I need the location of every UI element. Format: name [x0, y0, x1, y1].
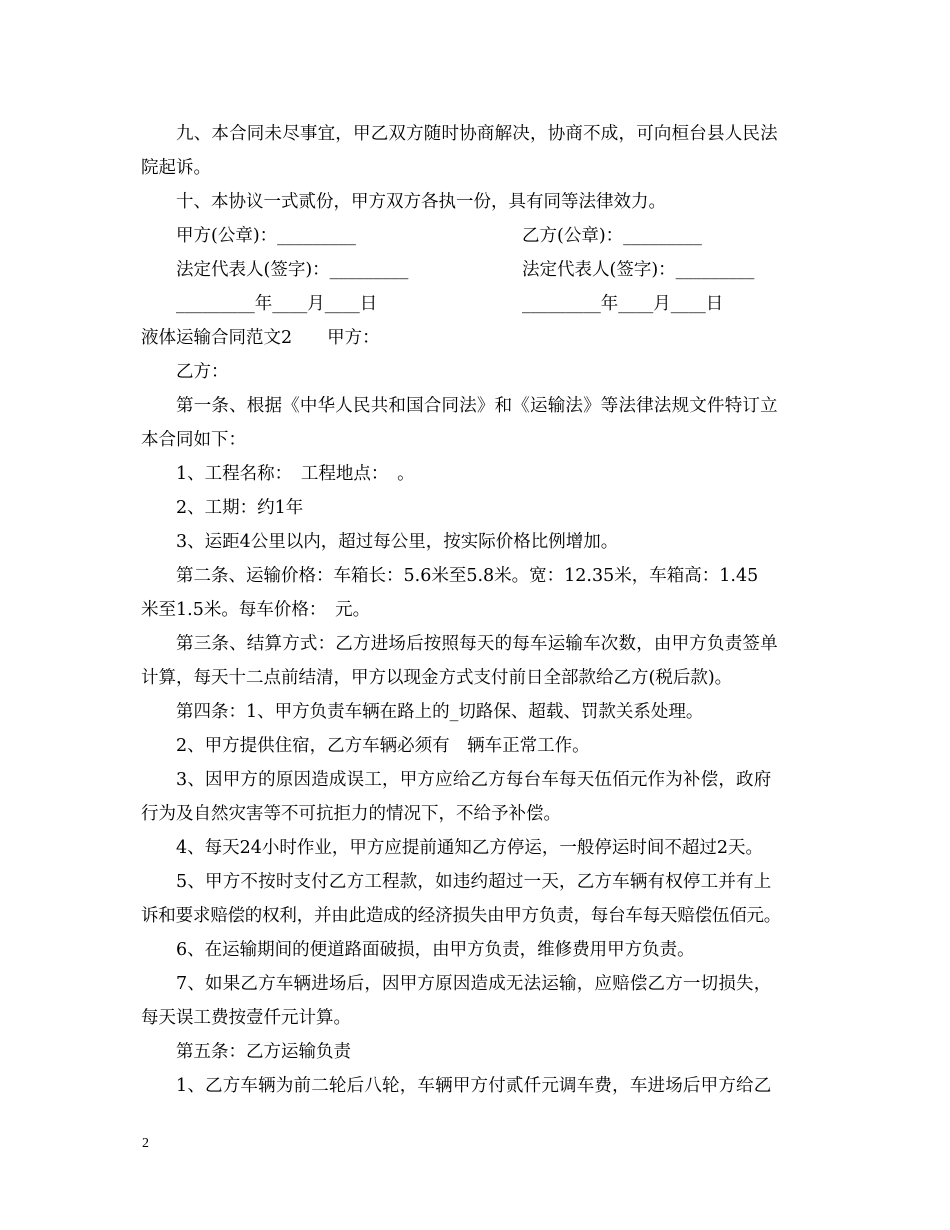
section-heading: 液体运输合同范文2 甲方： — [141, 328, 380, 348]
text-line: 6、在运输期间的便道路面破损，由甲方负责，维修费用甲方负责。 — [176, 940, 695, 960]
signature-line-party-a-rep: 法定代表人(签字)：_________ — [176, 260, 409, 280]
text-line: 计算，每天十二点前结清，甲方以现金方式支付前日全部款给乙方(税后款)。 — [141, 668, 733, 688]
text-line: 九、本合同未尽事宜，甲乙双方随时协商解决，协商不成，可向桓台县人民法 — [176, 124, 778, 144]
text-line: 2、甲方提供住宿，乙方车辆必须有 辆车正常工作。 — [176, 736, 590, 756]
text-line: 5、甲方不按时支付乙方工程款，如违约超过一天，乙方车辆有权停工并有上 — [176, 872, 772, 892]
text-line: 本合同如下： — [141, 430, 246, 450]
text-line: 第五条：乙方运输负责 — [176, 1042, 351, 1062]
text-line: 米至1.5米。每车价格： 元。 — [141, 600, 371, 620]
text-line: 院起诉。 — [141, 158, 211, 178]
date-line-party-a: _________年____月____日 — [176, 294, 378, 314]
text-line: 1、乙方车辆为前二轮后八轮，车辆甲方付贰仟元调车费，车进场后甲方给乙 — [176, 1076, 772, 1096]
page-number: 2 — [142, 1136, 149, 1151]
signature-line-party-a-seal: 甲方(公章)：_________ — [176, 226, 356, 246]
text-line: 每天误工费按壹仟元计算。 — [141, 1008, 351, 1028]
text-line: 3、因甲方的原因造成误工，甲方应给乙方每台车每天伍佰元作为补偿，政府 — [176, 770, 772, 790]
text-line: 4、每天24小时作业，甲方应提前通知乙方停运，一般停运时间不超过2天。 — [176, 838, 764, 858]
text-line: 乙方： — [176, 362, 229, 382]
text-line: 2、工期：约1年 — [176, 498, 304, 518]
text-line: 第三条、结算方式：乙方进场后按照每天的每车运输车次数，由甲方负责签单 — [176, 634, 778, 654]
text-line: 诉和要求赔偿的权利，并由此造成的经济损失由甲方负责，每台车每天赔偿伍佰元。 — [141, 906, 782, 926]
text-line: 1、工程名称： 工程地点： 。 — [176, 464, 415, 484]
text-line: 十、本协议一式贰份，甲方双方各执一份，具有同等法律效力。 — [176, 192, 666, 212]
text-line: 第一条、根据《中华人民共和国合同法》和《运输法》等法律法规文件特订立 — [176, 396, 778, 416]
text-line: 第二条、运输价格：车箱长：5.6米至5.8米。宽：12.35米，车箱高：1.45 — [176, 566, 759, 586]
text-line: 7、如果乙方车辆进场后，因甲方原因造成无法运输，应赔偿乙方一切损失， — [176, 974, 772, 994]
signature-line-party-b-rep: 法定代表人(签字)：_________ — [522, 260, 755, 280]
text-line: 3、运距4公里以内，超过每公里，按实际价格比例增加。 — [176, 532, 619, 552]
text-line: 第四条：1、甲方负责车辆在路上的_切路保、超载、罚款关系处理。 — [176, 702, 704, 722]
text-line: 行为及自然灾害等不可抗拒力的情况下，不给予补偿。 — [141, 804, 561, 824]
date-line-party-b: _________年____月____日 — [522, 294, 724, 314]
signature-line-party-b-seal: 乙方(公章)：_________ — [522, 226, 702, 246]
